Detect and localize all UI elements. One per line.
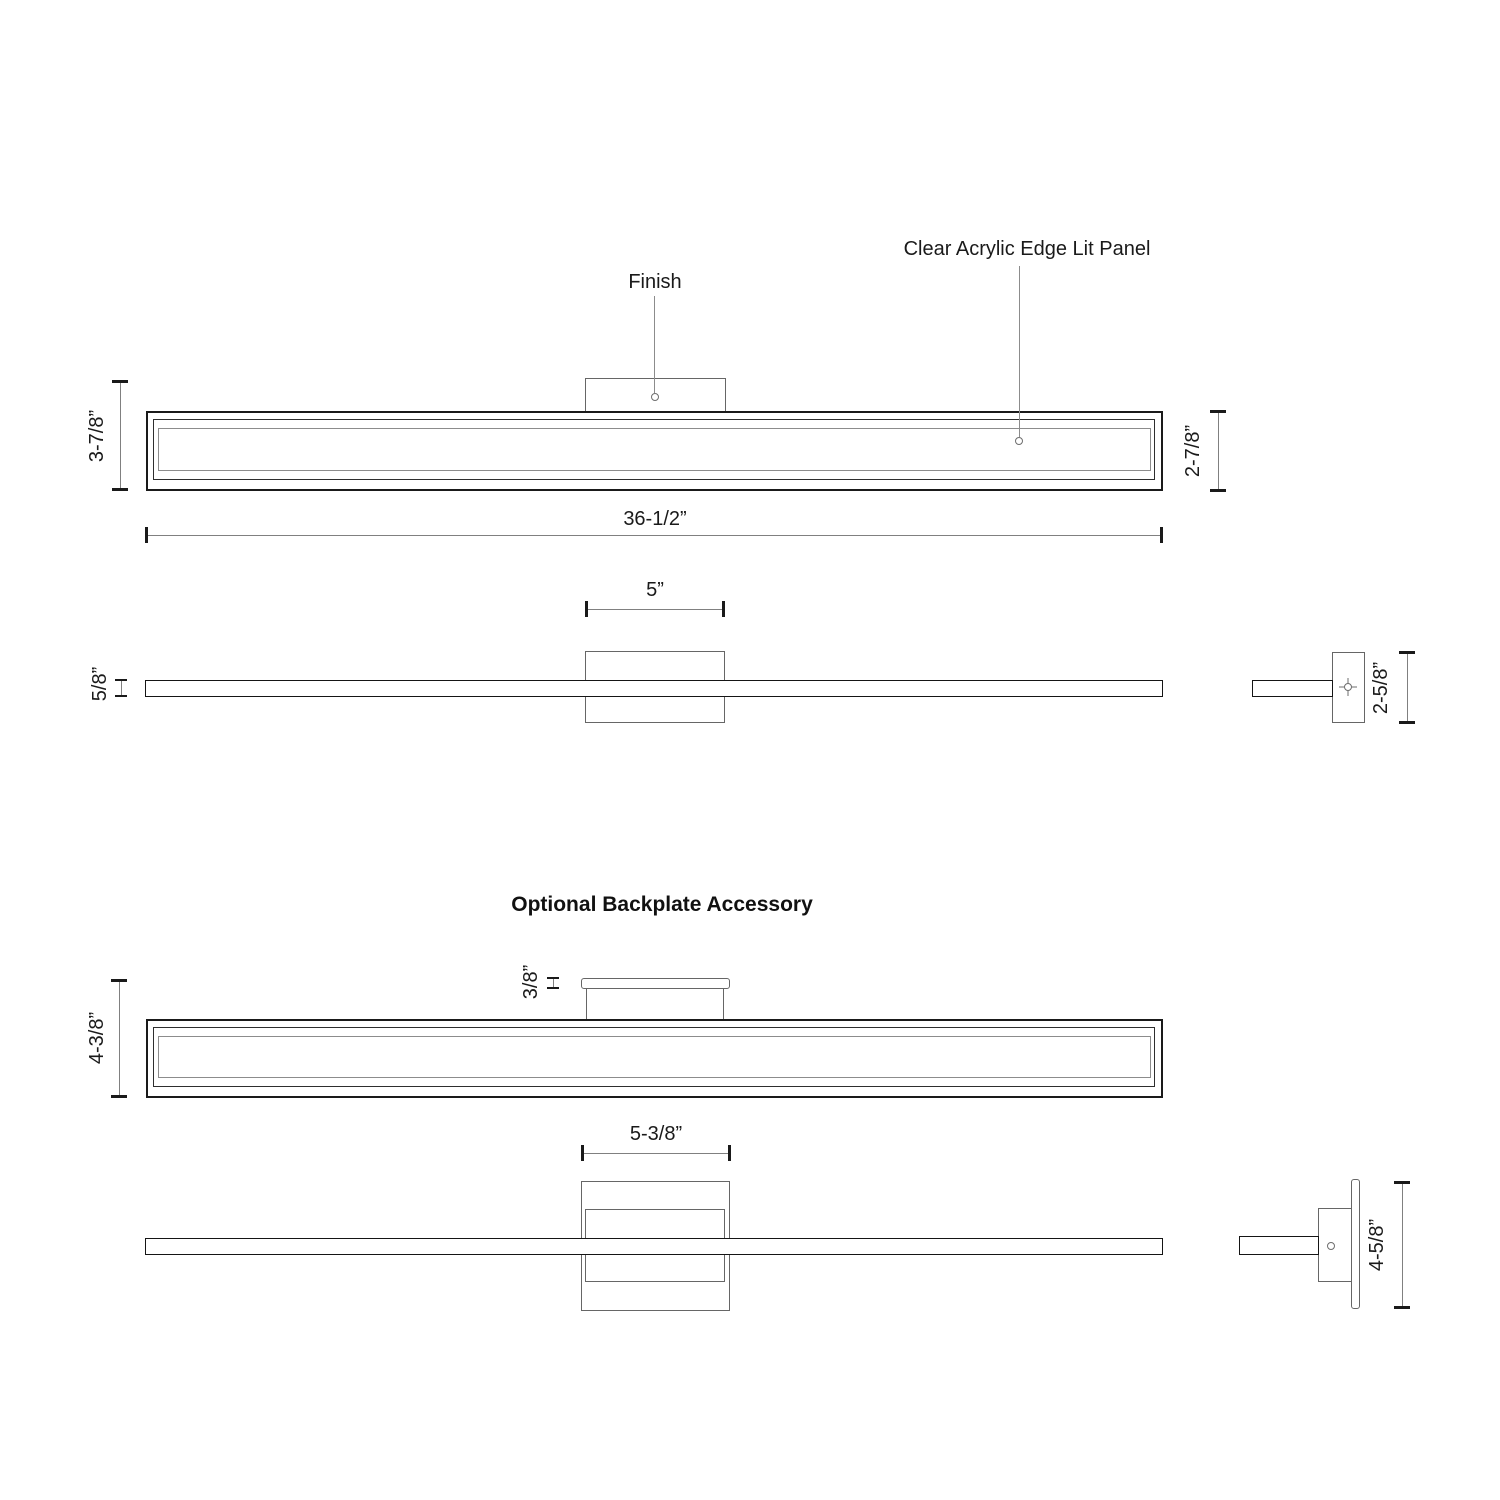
accessory-side-fixture-arm	[1239, 1236, 1319, 1255]
dim-backplate-thickness-tick-bottom	[547, 987, 559, 989]
dim-backplate-width-tick-right	[728, 1145, 731, 1161]
dim-backplate-height-text: 4-5/8”	[1366, 1218, 1388, 1272]
dim-width-tick-right	[1160, 527, 1163, 543]
dim-accessory-height-tick-top	[111, 979, 127, 982]
dim-width-line	[146, 535, 1163, 536]
front-acrylic-panel	[158, 428, 1151, 471]
dim-canopy-depth-line	[1407, 652, 1408, 723]
dim-width-tick-left	[145, 527, 148, 543]
dim-depth-line	[121, 680, 122, 696]
accessory-top-fixture-bar	[145, 1238, 1163, 1255]
dim-total-height-text: 3-7/8”	[86, 409, 108, 463]
center-mark-icon	[1339, 678, 1357, 696]
dim-depth-tick-top	[115, 679, 127, 681]
section-title: Optional Backplate Accessory	[511, 893, 813, 916]
dim-total-height-tick-bottom	[112, 488, 128, 491]
dim-accessory-height-line	[119, 980, 120, 1097]
dim-backplate-width-line	[582, 1153, 730, 1154]
accessory-side-screw-hole	[1327, 1242, 1335, 1250]
dim-depth-text: 5/8”	[89, 666, 111, 702]
finish-label: Finish	[628, 271, 682, 293]
dim-total-height-line	[120, 381, 121, 489]
dim-accessory-height-text: 4-3/8”	[86, 1011, 108, 1065]
dim-accessory-height-tick-bottom	[111, 1095, 127, 1098]
dim-backplate-thickness-text: 3/8”	[520, 964, 542, 1000]
accessory-side-backplate	[1351, 1179, 1360, 1309]
dim-backplate-width-text: 5-3/8”	[629, 1123, 683, 1145]
dim-canopy-depth-tick-top	[1399, 651, 1415, 654]
finish-leader-line	[654, 296, 655, 393]
dim-backplate-height-tick-top	[1394, 1181, 1410, 1184]
dim-backplate-thickness-tick-top	[547, 977, 559, 979]
accessory-front-canopy	[586, 988, 724, 1021]
dim-depth-tick-bottom	[115, 695, 127, 697]
acrylic-leader-dot	[1015, 437, 1023, 445]
dim-canopy-width-tick-left	[585, 601, 588, 617]
dim-backplate-width-tick-left	[581, 1145, 584, 1161]
dim-body-height-tick-bottom	[1210, 489, 1226, 492]
dim-canopy-depth-tick-bottom	[1399, 721, 1415, 724]
dim-backplate-height-line	[1402, 1182, 1403, 1308]
accessory-front-acrylic-panel	[158, 1036, 1151, 1078]
top-fixture-bar	[145, 680, 1163, 697]
dim-body-height-text: 2-7/8”	[1182, 424, 1204, 478]
dim-backplate-height-tick-bottom	[1394, 1306, 1410, 1309]
dim-total-height-tick-top	[112, 380, 128, 383]
dim-canopy-width-tick-right	[722, 601, 725, 617]
acrylic-panel-label: Clear Acrylic Edge Lit Panel	[903, 238, 1151, 260]
acrylic-leader-line	[1019, 266, 1020, 437]
dim-body-height-line	[1218, 411, 1219, 491]
finish-leader-dot	[651, 393, 659, 401]
dim-canopy-width-line	[586, 609, 724, 610]
dim-canopy-width-text: 5”	[646, 579, 664, 601]
dim-canopy-depth-text: 2-5/8”	[1370, 661, 1392, 715]
dim-width-text: 36-1/2”	[623, 508, 687, 530]
side-fixture-arm	[1252, 680, 1333, 697]
dim-body-height-tick-top	[1210, 410, 1226, 413]
accessory-side-canopy	[1318, 1208, 1352, 1282]
